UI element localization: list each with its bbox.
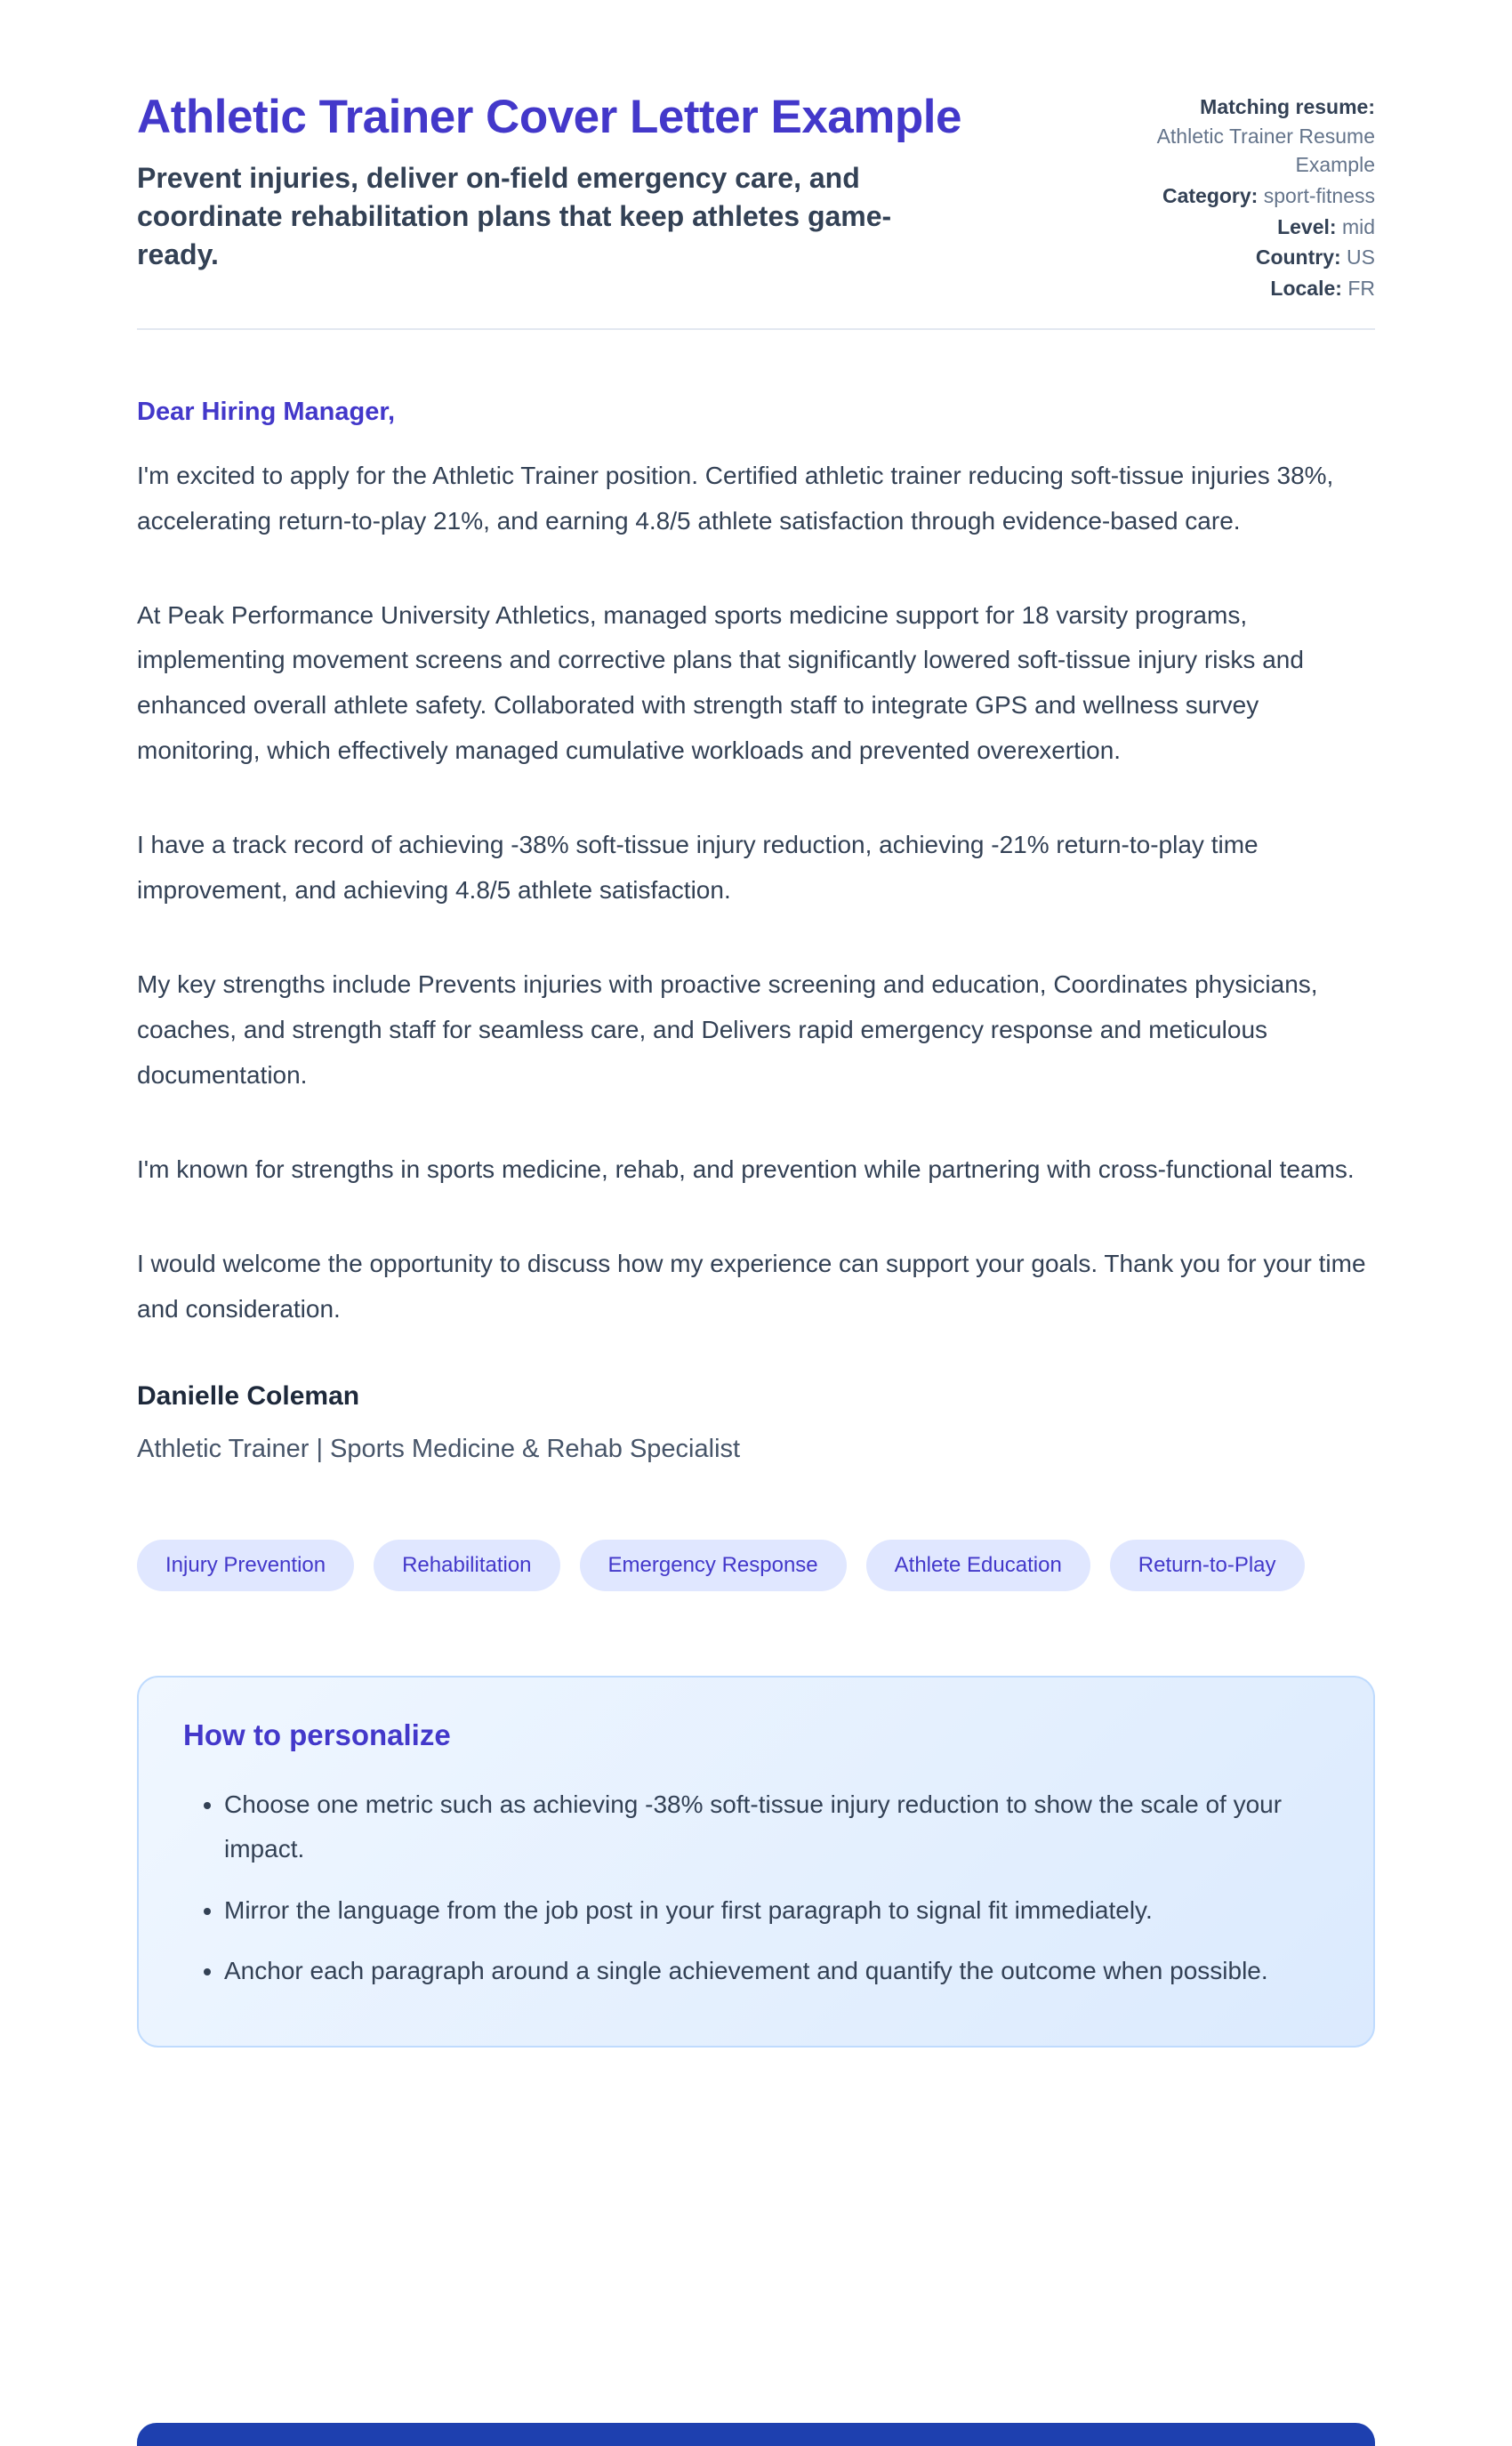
meta-value: US <box>1347 245 1375 270</box>
meta-row <box>1137 213 1375 242</box>
header <box>137 89 1375 305</box>
meta-row <box>1137 243 1375 272</box>
personalize-list <box>183 1782 1329 1994</box>
resume-meta <box>1137 93 1375 305</box>
skill-tag[interactable]: Injury Prevention <box>137 1540 354 1591</box>
meta-label: Level: <box>1277 214 1337 238</box>
skill-tag[interactable]: Athlete Education <box>866 1540 1090 1591</box>
letter-paragraph: I'm known for strengths in sports medicine, rehab, and prevention while partnering with cross-functional teams. <box>137 1155 1355 1184</box>
signature-title: Athletic Trainer | Sports Medicine & Rehab Specialist <box>137 1434 741 1463</box>
meta-label: Category: <box>1162 183 1259 207</box>
footer-bar <box>137 2423 1375 2446</box>
personalize-card <box>137 1676 1375 2048</box>
skill-tag[interactable]: Rehabilitation <box>374 1540 559 1591</box>
header-divider <box>137 328 1375 330</box>
letter-paragraphs <box>137 454 1375 1332</box>
meta-value: sport-fitness <box>1263 183 1375 207</box>
meta-value: Athletic Trainer Resume Example <box>1156 124 1375 177</box>
header-left <box>137 89 964 274</box>
personalize-title: How to personalize <box>183 1718 451 1751</box>
meta-label: Locale: <box>1270 276 1342 300</box>
letter-paragraph: I have a track record of achieving -38% soft-tissue injury reduction, achieving -21% return-to-play time improvement, and achieving 4.8/5 athlete satisfaction. <box>137 831 1259 905</box>
meta-row <box>1137 93 1375 180</box>
page-subtitle: Prevent injuries, deliver on-field emergency care, and coordinate rehabilitation plans that keep athletes game-ready. <box>137 161 892 271</box>
personalize-tip: • Anchor each paragraph around a single achievement and quantify the outcome when possible. <box>224 1949 1329 1993</box>
signature-name: Danielle Coleman <box>137 1380 360 1411</box>
meta-label: Matching resume: <box>1200 95 1375 118</box>
meta-value: mid <box>1341 214 1375 238</box>
page-title: Athletic Trainer Cover Letter Example <box>137 91 961 143</box>
salutation: Dear Hiring Manager, <box>137 397 396 426</box>
personalize-tip: • Mirror the language from the job post in your first paragraph to signal fit immediately. <box>224 1888 1329 1933</box>
meta-value: FR <box>1347 276 1375 300</box>
letter-paragraph: I'm excited to apply for the Athletic Trainer position. Certified athletic trainer reducing soft-tissue injuries 38%, accelerating return-to-play 21%, and earning 4.8/5 athlete satisfaction through evidence-based care. <box>137 461 1334 535</box>
skill-tag[interactable]: Emergency Response <box>580 1540 847 1591</box>
letter-paragraph: My key strengths include Prevents injuries with proactive screening and education, Coordinates physicians, coaches, and strength staff for seamless care, and Delivers rapid emergency response and meticulous documentation. <box>137 970 1318 1090</box>
skill-tags <box>137 1540 1375 1591</box>
cover-letter-body <box>137 398 1375 1464</box>
skill-tag[interactable]: Return-to-Play <box>1110 1540 1305 1591</box>
meta-row <box>1137 274 1375 303</box>
letter-paragraph: At Peak Performance University Athletics, managed sports medicine support for 18 varsity programs, implementing movement screens and corrective plans that significantly lowered soft-tissue injury risks and enhanced overall athlete safety. Collaborated with strength staff to integrate GPS and wellness survey monitoring, which effectively managed cumulative workloads and prevented overexertion. <box>137 600 1304 765</box>
meta-label: Country: <box>1255 245 1341 270</box>
personalize-tip: • Choose one metric such as achieving -38% soft-tissue injury reduction to show the scale of your impact. <box>224 1782 1329 1872</box>
meta-row <box>1137 181 1375 211</box>
letter-paragraph: I would welcome the opportunity to discuss how my experience can support your goals. Thank you for your time and consideration. <box>137 1250 1366 1323</box>
